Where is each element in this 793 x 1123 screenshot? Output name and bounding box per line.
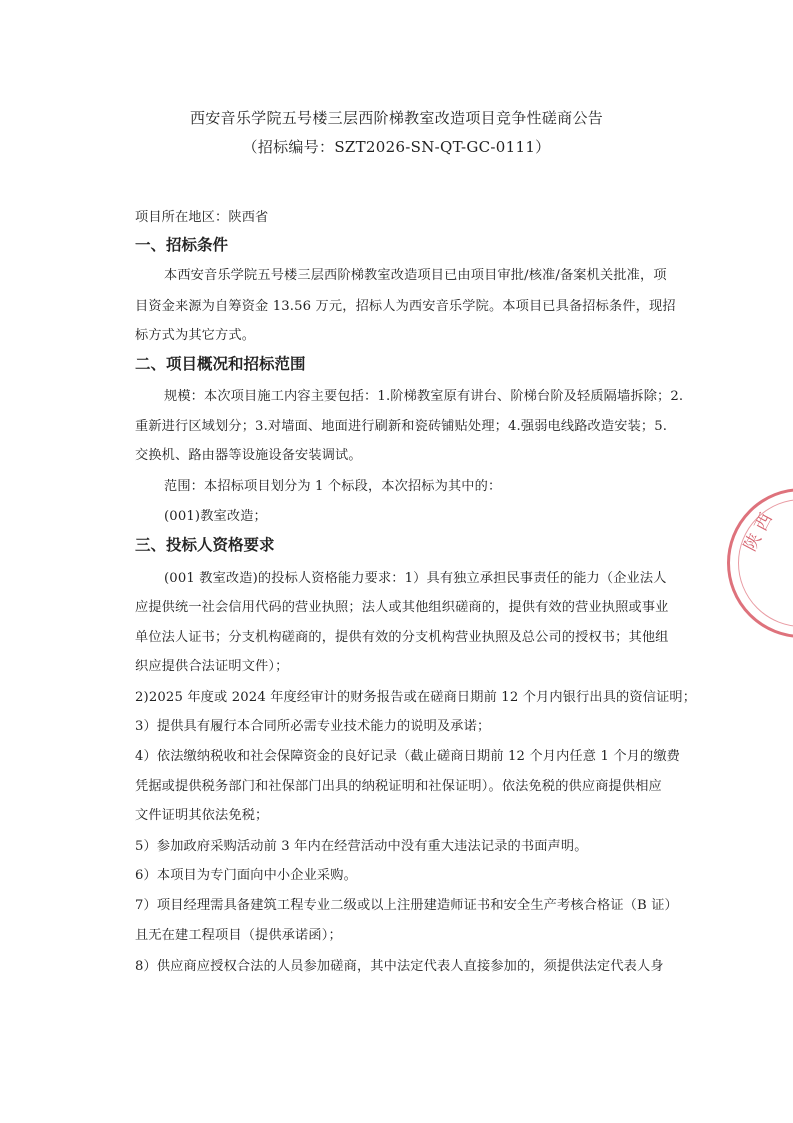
paragraph-line: 4）依法缴纳税收和社会保障资金的良好记录（截止磋商日期前 12 个月内任意 1 个月的缴费 [135, 749, 681, 764]
paragraph-line: 7）项目经理需具备建筑工程专业二级或以上注册建造师证书和安全生产考核合格证（B 证） [135, 898, 678, 913]
paragraph-line: 交换机、路由器等设施设备安装调试。 [135, 448, 362, 463]
paragraph-line: 文件证明其依法免税； [135, 808, 269, 823]
section-1-heading: 一、招标条件 [135, 236, 229, 254]
paragraph-line: 6）本项目为专门面向中小企业采购。 [135, 868, 357, 883]
paragraph-line: 应提供统一社会信用代码的营业执照；法人或其他组织磋商的，提供有效的营业执照或事业 [135, 600, 669, 615]
tender-number: （招标编号：SZT2026-SN-QT-GC-0111） [242, 138, 551, 156]
project-region: 项目所在地区：陕西省 [135, 210, 269, 225]
paragraph-line: 2)2025 年度或 2024 年度经审计的财务报告或在磋商日期前 12 个月内银行出具的资信证明； [135, 690, 697, 705]
paragraph-line: 5）参加政府采购活动前 3 年内在经营活动中没有重大违法记录的书面声明。 [135, 839, 588, 854]
paragraph-line: 单位法人证书；分支机构磋商的，提供有效的分支机构营业执照及总公司的授权书；其他组 [135, 630, 669, 645]
paragraph-line: 重新进行区域划分；3.对墙面、地面进行刷新和瓷砖铺贴处理；4.强弱电线路改造安装；5. [135, 419, 668, 434]
lot-line: (001)教室改造； [164, 509, 267, 524]
paragraph-line: 3）提供具有履行本合同所必需专业技术能力的说明及承诺； [135, 719, 491, 734]
paragraph-line: 织应提供合法证明文件）； [135, 659, 289, 674]
section-2-heading: 二、项目概况和招标范围 [135, 355, 306, 373]
paragraph-line: 8）供应商应授权合法的人员参加磋商，其中法定代表人直接参加的，须提供法定代表人身 [135, 959, 664, 974]
seal-text: 陕西 [740, 504, 780, 555]
paragraph-line: 规模：本次项目施工内容主要包括：1.阶梯教室原有讲台、阶梯台阶及轻质隔墙拆除；2. [164, 389, 684, 404]
paragraph-line: 本西安音乐学院五号楼三层西阶梯教室改造项目已由项目审批/核准/备案机关批准，项 [164, 268, 667, 283]
paragraph-line: 且无在建工程项目（提供承诺函）； [135, 928, 342, 943]
official-seal [727, 488, 793, 638]
paragraph-line: 目资金来源为自筹资金 13.56 万元，招标人为西安音乐学院。本项目已具备招标条件，现招 [135, 299, 676, 314]
paragraph-line: 凭据或提供税务部门和社保部门出具的纳税证明和社保证明）。依法免税的供应商提供相应 [135, 779, 662, 794]
document-title: 西安音乐学院五号楼三层西阶梯教室改造项目竞争性磋商公告 [189, 109, 604, 127]
paragraph-line: (001 教室改造)的投标人资格能力要求：1）具有独立承担民事责任的能力（企业法人 [164, 571, 667, 586]
paragraph-line: 标方式为其它方式。 [135, 328, 256, 343]
scope-line: 范围：本招标项目划分为 1 个标段，本次招标为其中的： [164, 479, 502, 494]
section-3-heading: 三、投标人资格要求 [135, 536, 275, 554]
